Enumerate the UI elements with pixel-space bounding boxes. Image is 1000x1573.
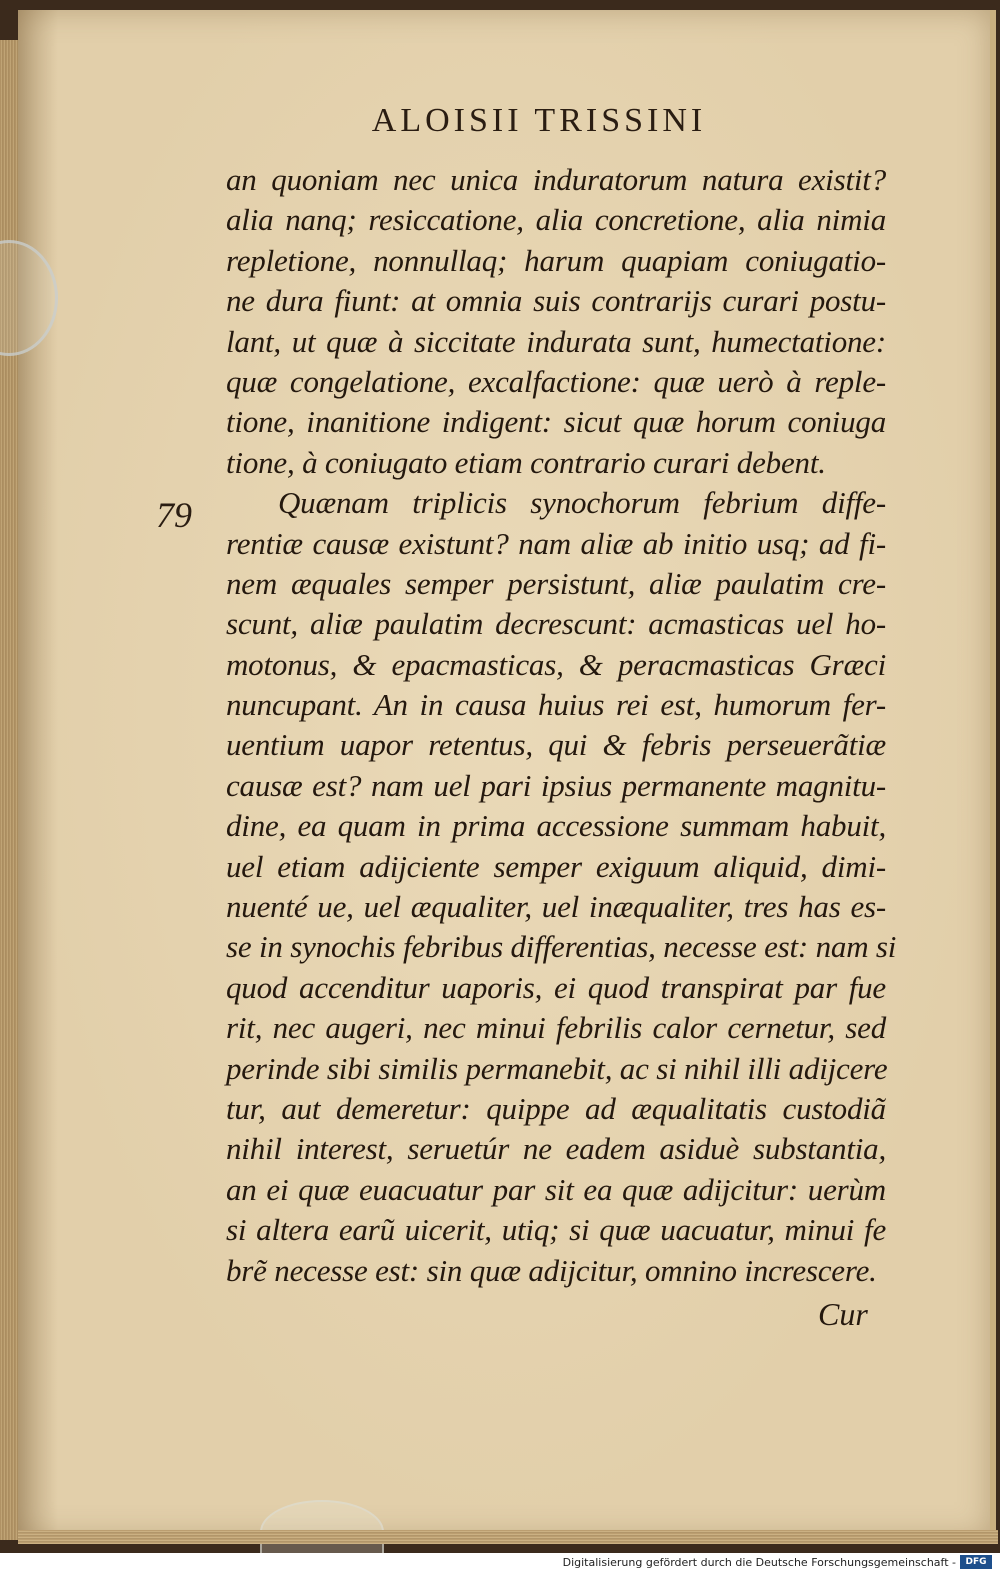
text-line: tione, inanitione indigent: sicut quæ horum coniuga — [226, 404, 886, 440]
text-line: motonus, & epacmasticas, & peracmasticas Græci — [226, 646, 886, 682]
text-line: Quænam triplicis synochorum febrium diffe- — [278, 485, 886, 521]
text-line: an ei quæ euacuatur par sit ea quæ adijcitur: uerùm — [226, 1171, 886, 1207]
running-head: ALOISII TRISSINI — [371, 102, 707, 139]
text-line: nihil interest, seruetúr ne eadem asiduè substantia, — [226, 1131, 886, 1167]
text-line: dine, ea quam in prima accessione summam habuit, — [226, 808, 886, 844]
text-line: an quoniam nec unica induratorum natura existit? — [226, 162, 886, 197]
body-text — [226, 160, 897, 1291]
text-line: alia nanq; resiccatione, alia concretione, alia nimia — [226, 202, 886, 238]
text-line: perinde sibi similis permanebit, ac si nihil illi adijcere — [226, 1050, 888, 1086]
text-line: uel etiam adijciente semper exiguum aliquid, dimi- — [226, 848, 886, 884]
margin-question-number: 79 — [156, 495, 192, 535]
text-line: uentium uapor retentus, qui & febris perseuerãtiæ — [226, 727, 886, 763]
text-line: se in synochis febribus differentias, necesse est: nam si — [226, 929, 897, 965]
text-line: si altera earũ uicerit, utiq; si quæ uacuatur, minui fe — [226, 1212, 886, 1248]
text-line: scunt, aliæ paulatim decrescunt: acmasticas uel ho- — [226, 606, 886, 642]
text-line: lant, ut quæ à siccitate indurata sunt, humectatione: — [226, 323, 886, 359]
text-line: nem æquales semper persistunt, aliæ paulatim cre- — [226, 565, 886, 601]
text-line: brẽ necesse est: sin quæ adijcitur, omnino increscere. — [226, 1252, 877, 1288]
book-page — [18, 10, 996, 1538]
text-line: quod accenditur uaporis, ei quod transpirat par fue — [226, 969, 886, 1005]
text-line: nuenté ue, uel æqualiter, uel inæqualiter, tres has es- — [226, 889, 886, 925]
text-line: quæ congelatione, excalfactione: quæ uerò à reple- — [226, 363, 886, 399]
catchword: Cur — [818, 1296, 868, 1332]
text-line: nuncupant. An in causa huius rei est, humorum fer- — [226, 687, 886, 723]
text-line: rit, nec augeri, nec minui febrilis calor cernetur, sed — [226, 1010, 886, 1046]
text-line: rentiæ causæ existunt? nam aliæ ab initio usq; ad fi- — [226, 525, 886, 561]
text-line: tur, aut demeretur: quippe ad æqualitatis custodiã — [226, 1090, 886, 1126]
book-page-edges-bottom — [18, 1530, 998, 1544]
text-line: repletione, nonnullaq; harum quapiam coniugatio- — [226, 242, 886, 278]
text-line: ne dura fiunt: at omnia suis contrarijs curari postu- — [226, 283, 886, 319]
text-line: tione, à coniugato etiam contrario curari debent. — [226, 444, 826, 480]
funding-credit: Digitalisierung gefördert durch die Deutsche Forschungsgemeinschaft - — [562, 1556, 956, 1569]
text-line: causæ est? nam uel pari ipsius permanente magnitu- — [226, 767, 886, 803]
dfg-logo: DFG — [960, 1555, 992, 1569]
